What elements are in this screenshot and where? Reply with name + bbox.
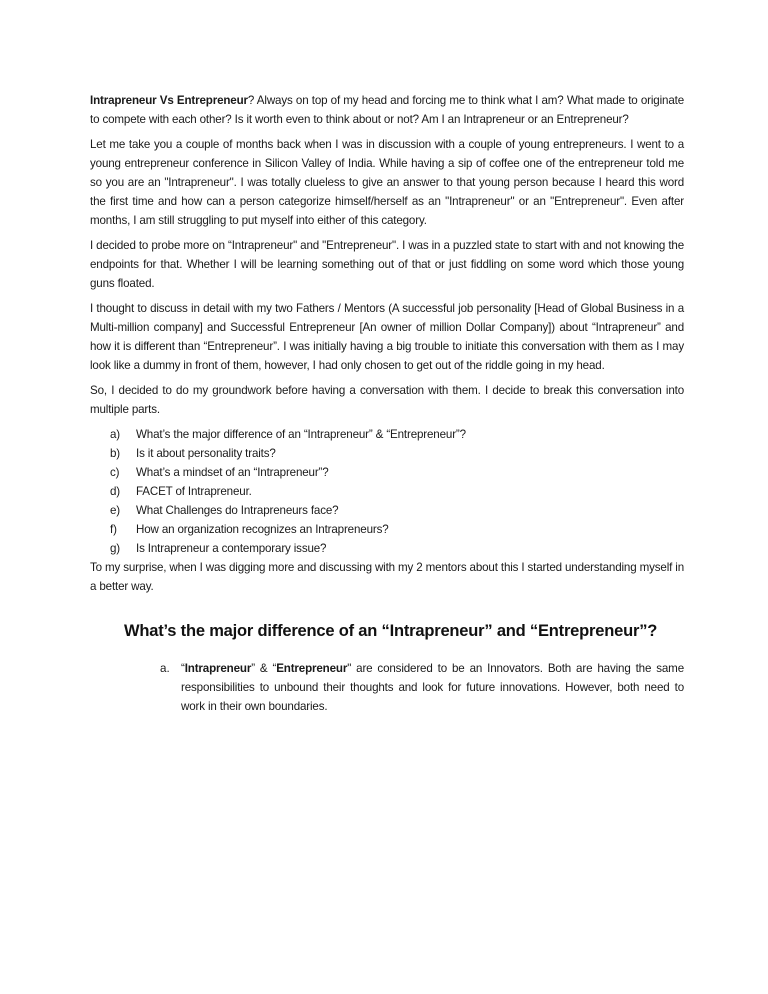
document-page (90, 91, 684, 716)
list-item (110, 425, 684, 444)
list-text: Is Intrapreneur a contemporary issue? (136, 542, 327, 555)
list-marker: e) (110, 504, 121, 517)
list-marker: f) (110, 523, 117, 536)
paragraph: I thought to discuss in detail with my two Fathers / Mentors (A successful job personality [Head of Global Business in a Multi-million company] and Successful Entrepreneur [An owner of million Dollar Company]) about “Intrapreneur” and how it is different than “Entrepreneur”. I was initially having a big trouble to initiate this conversation with them as I may look like a dummy in front of them, however, I had only chosen to get out of the riddle going in my head. (90, 302, 684, 372)
term-intrapreneur: Intrapreneur (184, 662, 252, 675)
intro-title: Intrapreneur Vs Entrepreneur (90, 94, 248, 107)
list-text: FACET of Intrapreneur. (136, 485, 252, 498)
intro-paragraph (90, 91, 684, 129)
list-text: What’s a mindset of an “Intrapreneur”? (136, 466, 329, 479)
list-marker: a. (160, 662, 170, 675)
list-item (110, 520, 684, 539)
list-text: Is it about personality traits? (136, 447, 276, 460)
list-item (110, 463, 684, 482)
list-marker: a) (110, 428, 121, 441)
list-text: What’s the major difference of an “Intrapreneur” & “Entrepreneur”? (136, 428, 466, 441)
list-marker: c) (110, 466, 120, 479)
list-item (110, 539, 684, 558)
term-entrepreneur: Entrepreneur (276, 662, 348, 675)
quote: “ (181, 662, 185, 675)
closing-paragraph: To my surprise, when I was digging more and discussing with my 2 mentors about this I started understanding myself in a better way. (90, 561, 684, 593)
item-text: " are considered to be an Innovators. Both are having the same responsibilities to unbound their thoughts and look for future innovations. However, both need to work in their own boundaries. (181, 662, 684, 713)
section-list-item (160, 659, 684, 716)
list-item (110, 482, 684, 501)
list-marker: b) (110, 447, 121, 460)
list-item (110, 501, 684, 520)
list-text: How an organization recognizes an Intrapreneurs? (136, 523, 389, 536)
paragraph: I decided to probe more on “Intrapreneur" and "Entrepreneur". I was in a puzzled state to start with and not knowing the endpoints for that. Whether I will be learning something out of that or just fiddling on some word which those young guns floated. (90, 239, 684, 290)
paragraph: So, I decided to do my groundwork before having a conversation with them. I decide to break this conversation into multiple parts. (90, 384, 684, 416)
list-marker: d) (110, 485, 121, 498)
separator: ” & “ (251, 662, 277, 675)
question-list (90, 425, 684, 558)
intro-text: ? Always on top of my head and forcing me to think what I am? What made to originate to compete with each other? Is it worth even to think about or not? Am I an Intrapreneur or an Entrepreneur? (90, 94, 684, 126)
section-heading: What’s the major difference of an “Intrapreneur” and “Entrepreneur”? (124, 622, 658, 640)
list-text: What Challenges do Intrapreneurs face? (136, 504, 339, 517)
list-text (181, 659, 684, 716)
list-item (110, 444, 684, 463)
paragraph: Let me take you a couple of months back when I was in discussion with a couple of young entrepreneurs. I went to a young entrepreneur conference in Silicon Valley of India. While having a sip of coffee one of the entrepreneur told me so you are an "Intrapreneur". I was totally clueless to give an answer to that young person because I heard this word the first time and how can a person categorize himself/herself as an "Intrapreneur" or an "Entrepreneur". Even after months, I am still struggling to put myself into either of this category. (90, 138, 684, 227)
list-marker: g) (110, 542, 121, 555)
